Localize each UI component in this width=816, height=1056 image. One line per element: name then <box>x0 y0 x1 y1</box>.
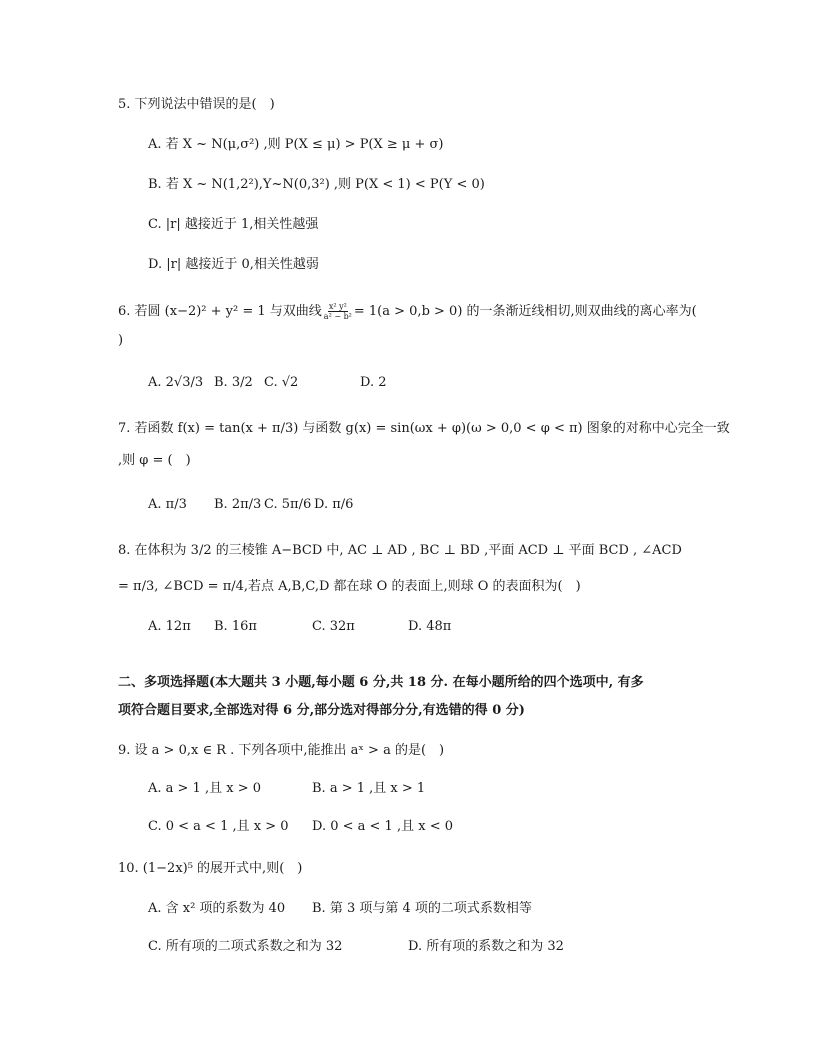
question-10-option-d: D. 所有项的系数之和为 32 <box>408 939 564 954</box>
question-6-option-d: D. 2 <box>360 375 387 390</box>
question-6-options <box>148 374 387 392</box>
question-7-stem-line2: ,则 φ = ( ) <box>118 453 191 468</box>
question-10-row-2 <box>148 938 564 956</box>
question-9-option-a: A. a > 1 ,且 x > 0 <box>148 781 261 796</box>
question-5-option-d: D. |r| 越接近于 0,相关性越弱 <box>148 257 319 272</box>
section-2-heading: 二、多项选择题(本大题共 3 小题,每小题 6 分,共 18 分. 在每小题所给的四个选项中, 有多 <box>118 675 644 690</box>
hyperbola-fraction-numerator: x² y² <box>328 302 347 311</box>
question-9-stem: 9. 设 a > 0,x ∈ R . 下列各项中,能推出 aˣ > a 的是( ) <box>118 743 445 758</box>
hyperbola-fraction <box>323 302 353 321</box>
question-9-row-2 <box>148 818 453 836</box>
question-7-option-c: C. 5π/6 <box>264 497 312 512</box>
question-5-option-c: C. |r| 越接近于 1,相关性越强 <box>148 217 319 232</box>
question-6-stem <box>118 302 697 321</box>
question-6-option-c: C. √2 <box>264 375 299 390</box>
question-8-stem-line2: = π/3, ∠BCD = π/4,若点 A,B,C,D 都在球 O 的表面上,则球 O 的表面积为( ) <box>118 579 581 594</box>
question-5-stem: 5. 下列说法中错误的是( ) <box>118 97 275 112</box>
question-7-options <box>148 496 353 514</box>
question-7-option-a: A. π/3 <box>148 497 187 512</box>
question-9-option-d: D. 0 < a < 1 ,且 x < 0 <box>312 819 453 834</box>
question-6-stem-line2: ) <box>118 333 124 348</box>
question-6-option-a: A. 2√3/3 <box>148 375 204 390</box>
question-8-option-a: A. 12π <box>148 619 191 634</box>
question-5-option-b: B. 若 X ~ N(1,2²),Y~N(0,3²) ,则 P(X < 1) < P(Y < 0) <box>148 177 485 192</box>
question-8-option-b: B. 16π <box>214 619 257 634</box>
question-9-option-b: B. a > 1 ,且 x > 1 <box>312 781 426 796</box>
question-10-option-b: B. 第 3 项与第 4 项的二项式系数相等 <box>312 901 532 916</box>
question-8-option-d: D. 48π <box>408 619 452 634</box>
question-6-option-b: B. 3/2 <box>214 375 253 390</box>
question-10-stem: 10. (1−2x)⁵ 的展开式中,则( ) <box>118 861 303 876</box>
question-8-options <box>148 618 451 636</box>
question-7-stem: 7. 若函数 f(x) = tan(x + π/3) 与函数 g(x) = sin(ωx + φ)(ω > 0,0 < φ < π) 图象的对称中心完全一致 <box>118 421 730 436</box>
question-8-option-c: C. 32π <box>312 619 355 634</box>
question-9-row-1 <box>148 780 425 798</box>
question-10-option-c: C. 所有项的二项式系数之和为 32 <box>148 939 343 954</box>
question-9-option-c: C. 0 < a < 1 ,且 x > 0 <box>148 819 289 834</box>
hyperbola-fraction-denominator: a² − b² <box>323 312 352 321</box>
question-8-stem: 8. 在体积为 3/2 的三棱锥 A−BCD 中, AC ⊥ AD , BC ⊥ BD ,平面 ACD ⊥ 平面 BCD , ∠ACD <box>118 543 682 558</box>
question-10-row-1 <box>148 900 532 918</box>
question-7-option-d: D. π/6 <box>314 497 354 512</box>
question-10-option-a: A. 含 x² 项的系数为 40 <box>148 901 286 916</box>
question-5-option-a: A. 若 X ~ N(μ,σ²) ,则 P(X ≤ μ) > P(X ≥ μ + σ) <box>148 137 444 152</box>
question-6-stem-start: 6. 若圆 (x−2)² + y² = 1 与双曲线 <box>118 304 322 319</box>
section-2-heading-line2: 项符合题目要求,全部选对得 6 分,部分选对得部分分,有选错的得 0 分) <box>118 703 525 718</box>
question-7-option-b: B. 2π/3 <box>214 497 262 512</box>
question-6-stem-end: = 1(a > 0,b > 0) 的一条渐近线相切,则双曲线的离心率为( <box>353 304 697 319</box>
